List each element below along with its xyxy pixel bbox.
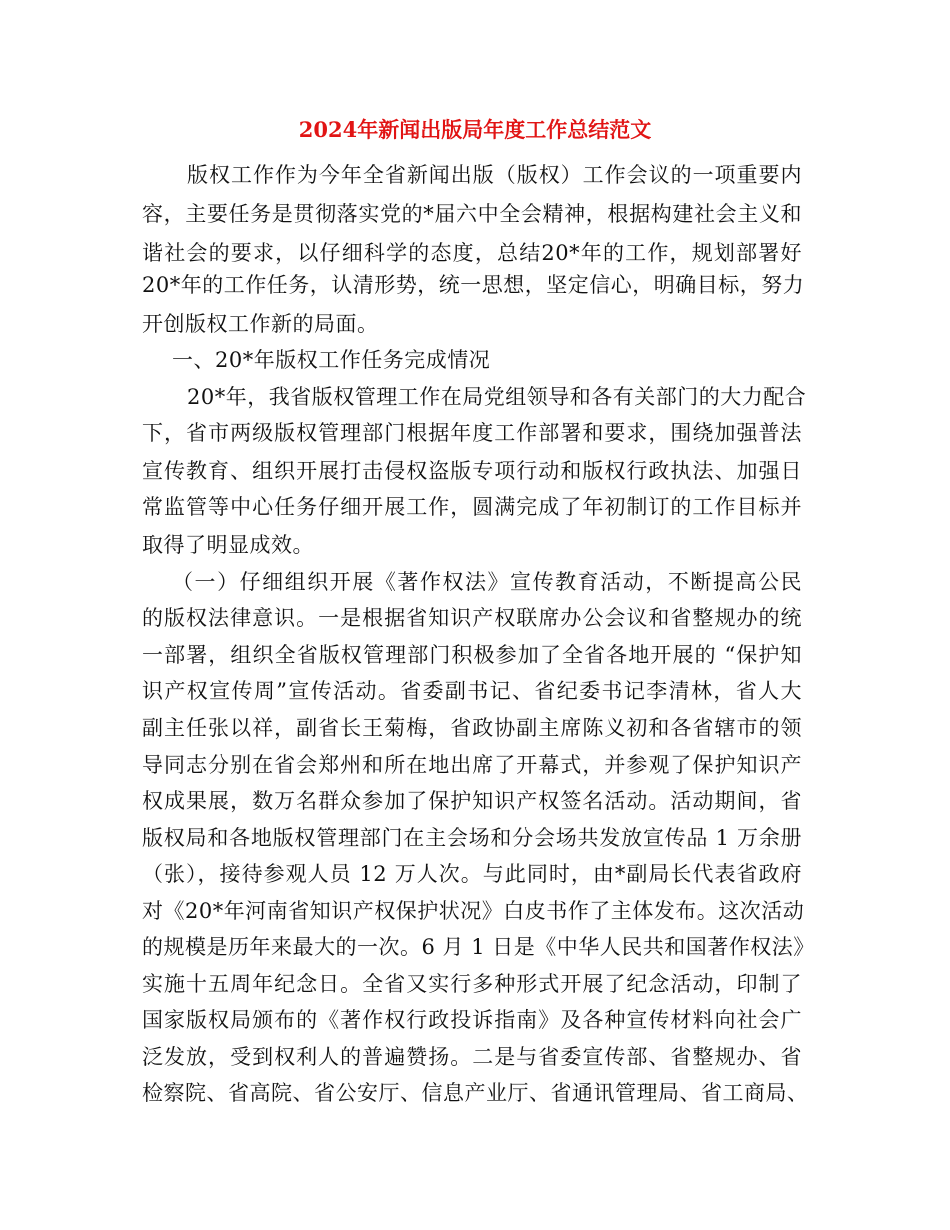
paragraph-3-line-14: 泛发放，受到权利人的普遍赞扬。二是与省委宣传部、省整规办、省 [142, 1045, 802, 1069]
paragraph-1-line-2: 容，主要任务是贯彻落实党的*届六中全会精神，根据构建社会主义和 [142, 202, 802, 226]
paragraph-2-line-3: 宣传教育、组织开展打击侵权盗版专项行动和版权行政执法、加强日 [142, 459, 802, 483]
paragraph-2-line-4: 常监管等中心任务仔细开展工作，圆满完成了年初制订的工作目标并 [142, 495, 802, 519]
paragraph-3-line-2: 的版权法律意识。一是根据省知识产权联席办公会议和省整规办的统 [142, 606, 802, 630]
paragraph-3-line-15: 检察院、省高院、省公安厅、信息产业厅、省通讯管理局、省工商局、 [142, 1081, 809, 1105]
paragraph-3-line-12: 实施十五周年纪念日。全省又实行多种形式开展了纪念活动，印制了 [142, 972, 802, 996]
paragraph-3-line-6: 导同志分别在省会郑州和所在地出席了开幕式，并参观了保护知识产 [142, 753, 802, 777]
paragraph-2-line-1: 20*年，我省版权管理工作在局党组领导和各有关部门的大力配合 [187, 385, 807, 409]
paragraph-3-line-10: 对《20*年河南省知识产权保护状况》白皮书作了主体发布。这次活动 [142, 899, 805, 923]
section-heading-1: 一、20*年版权工作任务完成情况 [172, 348, 491, 372]
paragraph-3-line-9: （张），接待参观人员 12 万人次。与此同时，由*副局长代表省政府 [142, 862, 802, 886]
paragraph-3-line-3: 一部署，组织全省版权管理部门积极参加了全省各地开展的 “保护知 [142, 643, 802, 667]
paragraph-3-line-4: 识产权宣传周”宣传活动。省委副书记、省纪委书记李清林，省人大 [142, 679, 802, 703]
paragraph-1-line-1: 版权工作作为今年全省新闻出版（版权）工作会议的一项重要内 [187, 163, 802, 187]
paragraph-3-line-7: 权成果展，数万名群众参加了保护知识产权签名活动。活动期间，省 [142, 789, 802, 813]
paragraph-3-line-1: （一）仔细组织开展《著作权法》宣传教育活动，不断提高公民 [172, 570, 802, 594]
paragraph-3-line-11: 的规模是历年来最大的一次。6 月 1 日是《中华人民共和国著作权法》 [142, 935, 815, 959]
paragraph-1-line-4: 20*年的工作任务，认清形势，统一思想，坚定信心，明确目标，努力 [142, 273, 805, 297]
paragraph-2-line-2: 下，省市两级版权管理部门根据年度工作部署和要求，围绕加强普法 [142, 421, 802, 445]
paragraph-1-line-5: 开创版权工作新的局面。 [142, 312, 379, 336]
paragraph-3-line-13: 国家版权局颁布的《著作权行政投诉指南》及各种宣传材料向社会广 [142, 1008, 802, 1032]
paragraph-3-line-8: 版权局和各地版权管理部门在主会场和分会场共发放宣传品 1 万余册 [142, 826, 802, 850]
paragraph-2-line-5: 取得了明显成效。 [142, 533, 314, 557]
document-title: 2024年新闻出版局年度工作总结范文 [298, 117, 652, 142]
paragraph-1-line-3: 谐社会的要求，以仔细科学的态度，总结20*年的工作，规划部署好 [142, 241, 802, 265]
paragraph-3-line-5: 副主任张以祥，副省长王菊梅，省政协副主席陈义初和各省辖市的领 [142, 716, 802, 740]
